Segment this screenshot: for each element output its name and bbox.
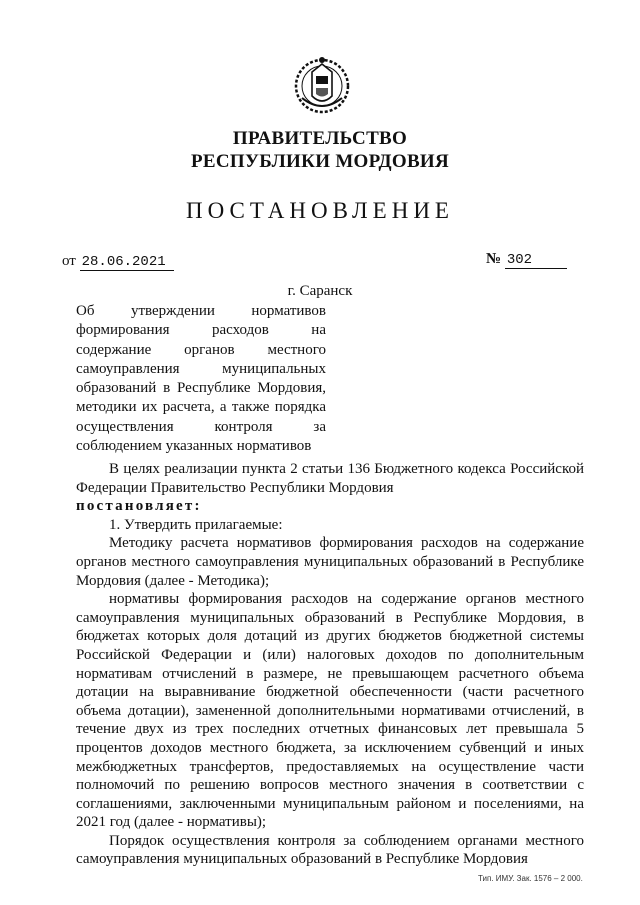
emblem-icon (290, 52, 354, 116)
subject-line: осуществления контроля за (76, 418, 326, 435)
city-label: г. Саранск (287, 283, 353, 299)
subject-line: содержание органов местного (76, 341, 326, 358)
government-name-line1: ПРАВИТЕЛЬСТВО (232, 128, 408, 149)
body-paragraph: 1. Утвердить прилагаемые: (109, 516, 283, 533)
number-prefix: № (486, 251, 502, 267)
document-number: 302 (505, 252, 567, 269)
subject-line: образований в Республике Мордовия, (76, 380, 326, 397)
print-info: Тип. ИМУ. Зак. 1576 – 2 000. (478, 874, 583, 883)
government-name-line2: РЕСПУБЛИКИ МОРДОВИЯ (190, 151, 450, 172)
subject-line: формирования расходов на (76, 322, 326, 339)
date-row (62, 253, 174, 271)
document-subject (76, 302, 326, 456)
subject-line: соблюдением указанных нормативов (76, 438, 312, 455)
date-prefix: от (62, 253, 76, 269)
subject-line: самоуправления муниципальных (76, 360, 326, 377)
subject-line: Об утверждении нормативов (76, 303, 326, 319)
body-paragraph: Порядок осуществления контроля за соблюдением органами местного самоуправления муниципальных образований в Республике Мордовия (76, 832, 584, 868)
decree-word: постановляет: (76, 498, 202, 515)
subject-line: методики их расчета, а также порядка (76, 399, 326, 416)
body-paragraph: нормативы формирования расходов на содержание органов местного самоуправления муниципальных образований в Республике Мордовия, в бюджетах которых доля дотаций из других бюджетов бюджетной системы Российской Федерации и (или) налоговых доходов по дополнительным нормативам отчислений в размере, не превышающем расчетного объема дотации на выравнивание бюджетной обеспеченности (части расчетного объема дотации), замененной дополнительными нормативами отчислений, в течение двух из трех последних отчетных финансовых лет превышала 5 процентов доходов местного бюджета, за исключением субвенций и иных межбюджетных трансфертов, предоставляемых на осуществление части полномочий по решению вопросов местного значения в соответствии с соглашениями, заключенными муниципальным районом и поселениями, на 2021 год (далее - нормативы); (76, 591, 584, 831)
intro-paragraph: В целях реализации пункта 2 статьи 136 Бюджетного кодекса Российской Федерации Правительство Республики Мордовия (76, 461, 584, 496)
body-paragraph: Методику расчета нормативов формирования расходов на содержание органов местного самоуправления муниципальных образований в Республике Мордовия (далее - Методика); (76, 535, 584, 589)
document-body (76, 460, 584, 869)
number-row (486, 251, 567, 269)
document-type-title: ПОСТАНОВЛЕНИЕ (186, 198, 454, 223)
document-date: 28.06.2021 (80, 254, 174, 271)
